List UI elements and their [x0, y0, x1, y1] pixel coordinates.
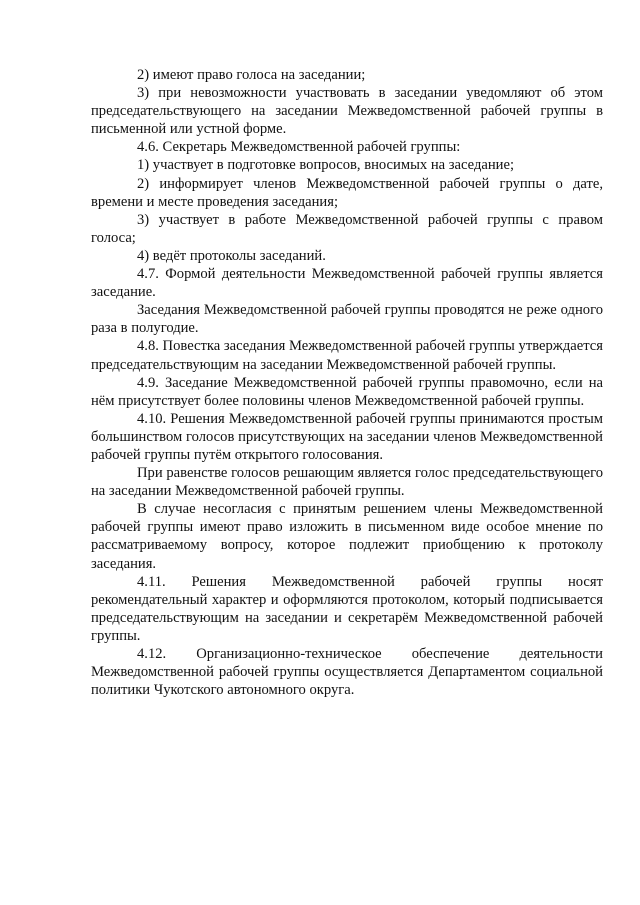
paragraph-recommendations: 4.11. Решения Межведомственной рабочей группы носят рекомендательный характер и оформляются протоколом, который подписывается председательствующим на заседании и секретарём Межведомственной рабочей группы. — [91, 573, 603, 644]
paragraph-secretary-minutes: 4) ведёт протоколы заседаний. — [137, 247, 326, 264]
paragraph-voting-right: 2) имеют право голоса на заседании; — [137, 67, 366, 83]
paragraph-quorum: 4.9. Заседание Межведомственной рабочей группы правомочно, если на нём присутствует более половины членов Межведомственной рабочей группы. — [91, 374, 603, 409]
paragraph-absence-notice: 3) при невозможности участвовать в заседании уведомляют об этом председательствующего на заседании Межведомственной рабочей группы в письменной или устной форме. — [91, 85, 603, 138]
paragraph-secretary-prepares: 1) участвует в подготовке вопросов, вносимых на заседание; — [137, 157, 514, 174]
paragraph-support: 4.12. Организационно-техническое обеспечение деятельности Межведомственной рабочей группы осуществляется Департаментом социальной политики Чукотского автономного округа. — [91, 646, 603, 699]
paragraph-dissent: В случае несогласия с принятым решением члены Межведомственной рабочей группы имеют право изложить в письменном виде особое мнение по рассматриваемому вопросу, которое подлежит приобщению к протоколу заседания. — [91, 501, 603, 572]
paragraph-tie-vote: При равенстве голосов решающим является голос председательствующего на заседании Межведомственной рабочей группы. — [91, 465, 603, 500]
paragraph-secretary-informs: 2) информирует членов Межведомственной рабочей группы о дате, времени и месте проведения заседания; — [91, 175, 603, 210]
document-body — [91, 66, 603, 699]
paragraph-activity-form: 4.7. Формой деятельности Межведомственной рабочей группы является заседание. — [91, 266, 603, 301]
paragraph-agenda: 4.8. Повестка заседания Межведомственной рабочей группы утверждается председательствующим на заседании Межведомственной рабочей группы. — [91, 338, 603, 373]
paragraph-secretary-heading: 4.6. Секретарь Межведомственной рабочей группы: — [137, 139, 461, 156]
paragraph-meeting-frequency: Заседания Межведомственной рабочей группы проводятся не реже одного раза в полугодие. — [91, 302, 603, 337]
paragraph-decisions: 4.10. Решения Межведомственной рабочей группы принимаются простым большинством голосов присутствующих на заседании членов Межведомственной рабочей группы путём открытого голосования. — [91, 410, 603, 463]
paragraph-secretary-participates: 3) участвует в работе Межведомственной рабочей группы с правом голоса; — [91, 211, 603, 246]
